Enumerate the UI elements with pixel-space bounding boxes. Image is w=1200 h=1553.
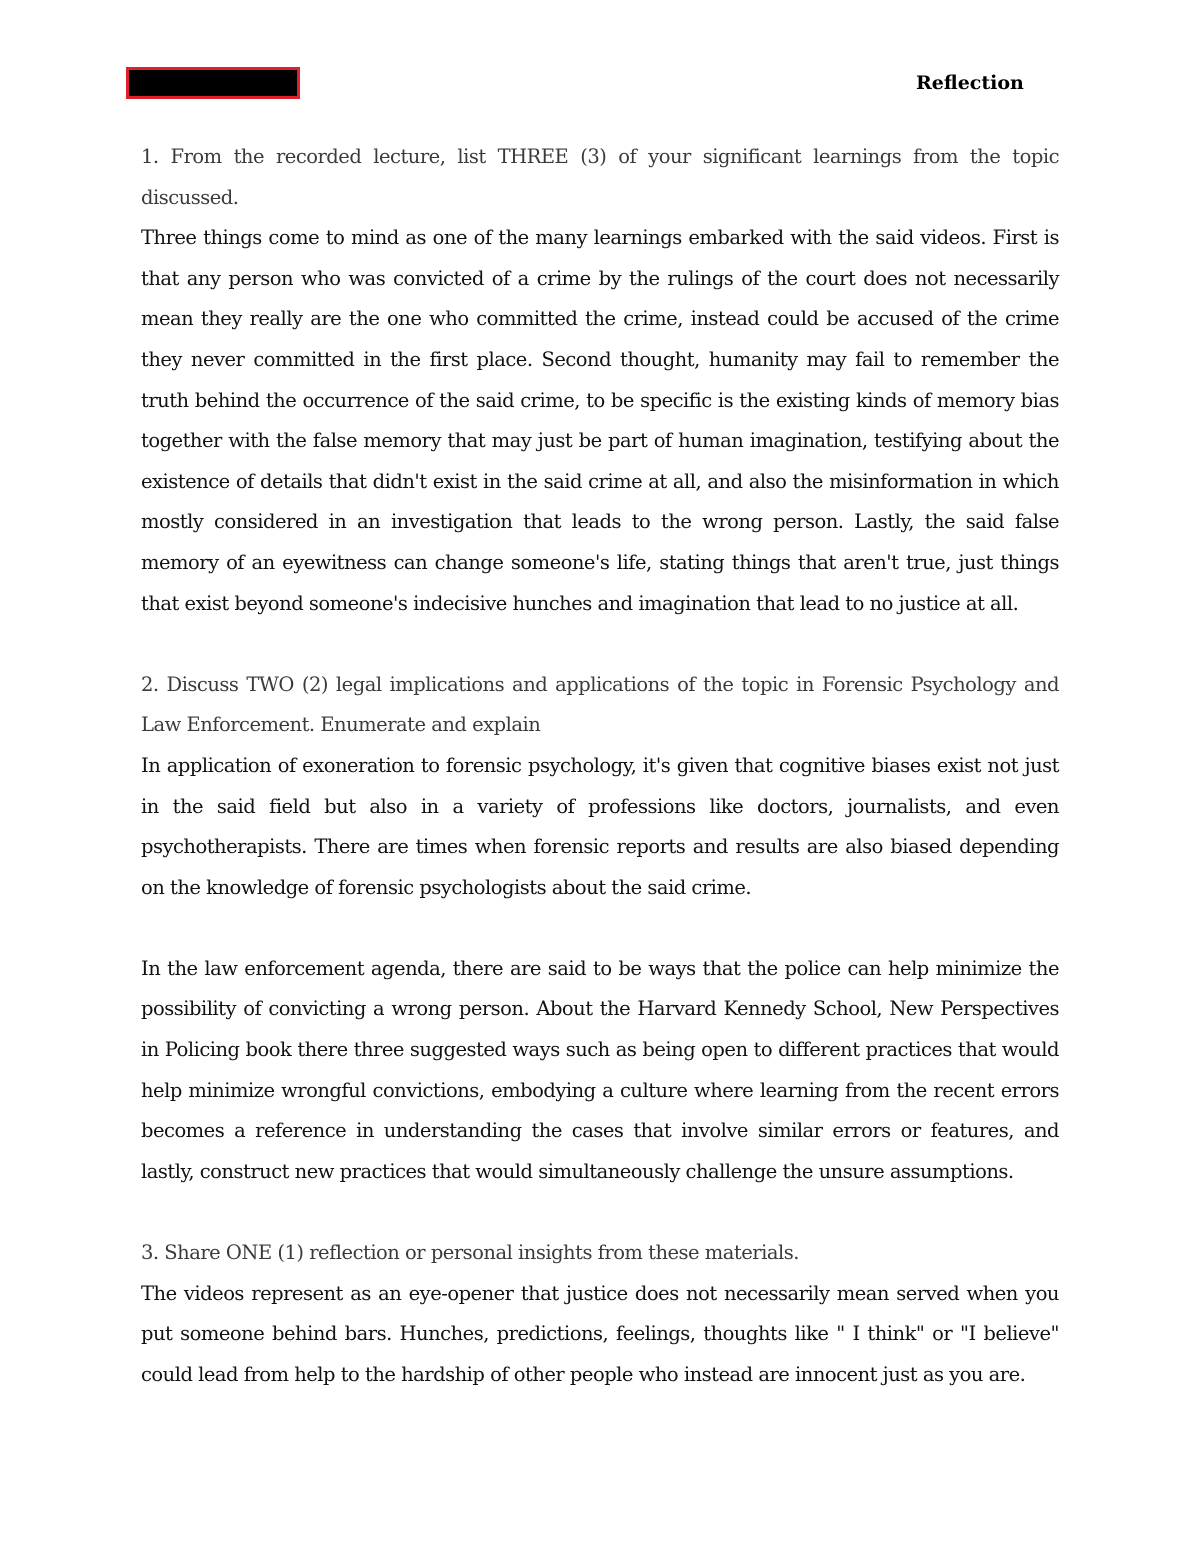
question-2: 2. Discuss TWO (2) legal implications and applications of the topic in Forensic Psychology and Law Enforcement. Enumerate and explain bbox=[141, 672, 1059, 737]
header-title: Reflection bbox=[916, 72, 1024, 94]
answer-2-paragraph-1: In application of exoneration to forensic psychology, it's given that cognitive biases exist not just in the said field but also in a variety of professions like doctors, journalists, and even psychotherapists. There are times when forensic reports and results are also biased depending on the knowledge of forensic psychologists about the said crime. bbox=[141, 753, 1059, 899]
question-3: 3. Share ONE (1) reflection or personal insights from these materials. bbox=[141, 1241, 799, 1265]
answer-1-paragraph-1: Three things come to mind as one of the many learnings embarked with the said videos. First is that any person who was convicted of a crime by the rulings of the court does not necessarily mean they really are the one who committed the crime, instead could be accused of the crime they never committed in the first place. Second thought, humanity may fail to remember the truth behind the occurrence of the said crime, to be specific is the existing kinds of memory bias together with the false memory that may just be part of human imagination, testifying about the existence of details that didn't exist in the said crime at all, and also the misinformation in which mostly considered in an investigation that leads to the wrong person. Lastly, the said false memory of an eyewitness can change someone's life, stating things that aren't true, just things that exist beyond someone's indecisive hunches and imagination that lead to no justice at all. bbox=[141, 226, 1059, 615]
paragraph-spacer bbox=[141, 624, 1059, 665]
paragraph-spacer bbox=[141, 908, 1059, 949]
paragraph-spacer bbox=[141, 1192, 1059, 1233]
document-body bbox=[141, 137, 1059, 1395]
redacted-name-block bbox=[126, 67, 300, 99]
answer-3-paragraph-1: The videos represent as an eye-opener that justice does not necessarily mean served when you put someone behind bars. Hunches, predictions, feelings, thoughts like " I think" or "I believe" could lead from help to the hardship of other people who instead are innocent just as you are. bbox=[141, 1281, 1059, 1386]
question-1: 1. From the recorded lecture, list THREE (3) of your significant learnings from the topic discussed. bbox=[141, 145, 1059, 209]
answer-2-paragraph-2: In the law enforcement agenda, there are said to be ways that the police can help minimize the possibility of convicting a wrong person. About the Harvard Kennedy School, New Perspectives in Policing book there three suggested ways such as being open to different practices that would help minimize wrongful convictions, embodying a culture where learning from the recent errors becomes a reference in understanding the cases that involve similar errors or features, and lastly, construct new practices that would simultaneously challenge the unsure assumptions. bbox=[141, 956, 1059, 1183]
